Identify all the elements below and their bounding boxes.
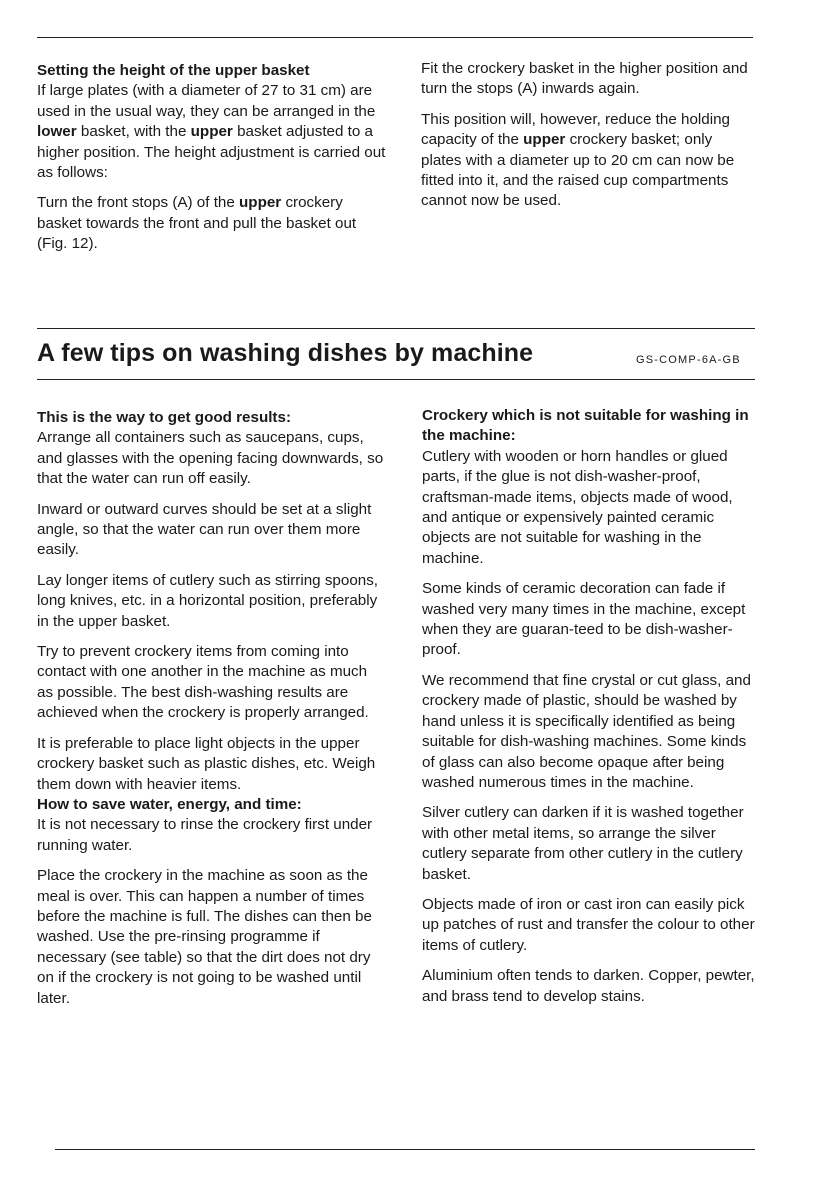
light-objects-paragraph: It is preferable to place light objects in the upper crockery basket such as plastic dishes, etc. Weigh them down with heavier items. How to save water, energy, and time: It is not necessary to rinse the crockery first under running water. [37, 734, 387, 856]
aluminium-paragraph: Aluminium often tends to darken. Copper, pewter, and brass tend to develop stains. [422, 967, 755, 1005]
good-results-paragraph: This is the way to get good results: Arrange all containers such as saucepans, cups, and glasses with the opening facing downwards, so that the water can run off easily. [37, 408, 387, 490]
section-title: A few tips on washing dishes by machine [37, 339, 534, 367]
top-rule [37, 37, 753, 38]
cutlery-paragraph: Lay longer items of cutlery such as stirring spoons, long knives, etc. in a horizontal position, preferably in the upper basket. [37, 571, 379, 630]
main-left-column [37, 408, 387, 1019]
good-results-heading: This is the way to get good results: [37, 409, 291, 426]
not-suitable-paragraph: Crockery which is not suitable for washing in the machine: Cutlery with wooden or horn handles or glued parts, if the glue is not dish-washer-proof, craftsman-made items, objects made of wood, and antique or expensively painted ceramic objects are not suitable for washing in the machine. [422, 406, 760, 569]
turn-stops-paragraph: Turn the front stops (A) of the upper crockery basket towards the front and pull the basket out (Fig. 12). [37, 194, 357, 253]
contact-paragraph: Try to prevent crockery items from coming into contact with one another in the machine as much as possible. The best dish-washing results are achieved when the crockery is properly arranged. [37, 643, 369, 722]
crystal-paragraph: We recommend that fine crystal or cut glass, and crockery made of plastic, should be washed by hand unless it is specifically identified as being suitable for dish-washing machines. Some kinds of glass can also become opaque after being washed numerous times in the machine. [422, 671, 751, 791]
upper-basket-paragraph: Setting the height of the upper basket If large plates (with a diameter of 27 to 31 cm) are used in the usual way, they can be arranged in the lower basket, with the upper basket adjusted to a higher position. The height adjustment is carried out as follows: [37, 62, 386, 182]
capacity-paragraph: This position will, however, reduce the holding capacity of the upper crockery basket; only plates with a diameter up to 20 cm can now be fitted into it, and the raised cup compartments cannot now be used. [421, 110, 735, 210]
save-water-heading: How to save water, energy, and time: [37, 795, 302, 813]
main-right-column [422, 406, 760, 1017]
section-rule-upper [37, 328, 755, 329]
section-rule-lower [37, 379, 755, 380]
upper-basket-heading: Setting the height of the upper basket [37, 62, 310, 79]
iron-paragraph: Objects made of iron or cast iron can easily pick up patches of rust and transfer the colour to other items of cutlery. [422, 895, 755, 954]
top-right-column [421, 59, 756, 222]
curves-paragraph: Inward or outward curves should be set at a slight angle, so that the water can run over them more easily. [37, 500, 372, 559]
document-code: GS-COMP-6A-GB [636, 354, 741, 366]
ceramic-paragraph: Some kinds of ceramic decoration can fade if washed very many times in the machine, except when they are guaran-teed to be dish-washer-proof. [422, 580, 746, 659]
not-suitable-heading: Crockery which is not suitable for washing in the machine: [422, 407, 749, 445]
fit-basket-paragraph: Fit the crockery basket in the higher position and turn the stops (A) inwards again. [421, 60, 748, 98]
place-crockery-paragraph: Place the crockery in the machine as soon as the meal is over. This can happen a number of times before the machine is full. The dishes can then be washed. Use the pre-rinsing programme if necessary (see table) so that the dirt does not dry on if the crockery is not going to be washed until later. [37, 867, 372, 1007]
top-left-column [37, 61, 387, 265]
silver-paragraph: Silver cutlery can darken if it is washed together with other metal items, so arrange the silver cutlery separate from other cutlery in the cutlery basket. [422, 804, 744, 883]
bottom-rule [55, 1149, 755, 1150]
